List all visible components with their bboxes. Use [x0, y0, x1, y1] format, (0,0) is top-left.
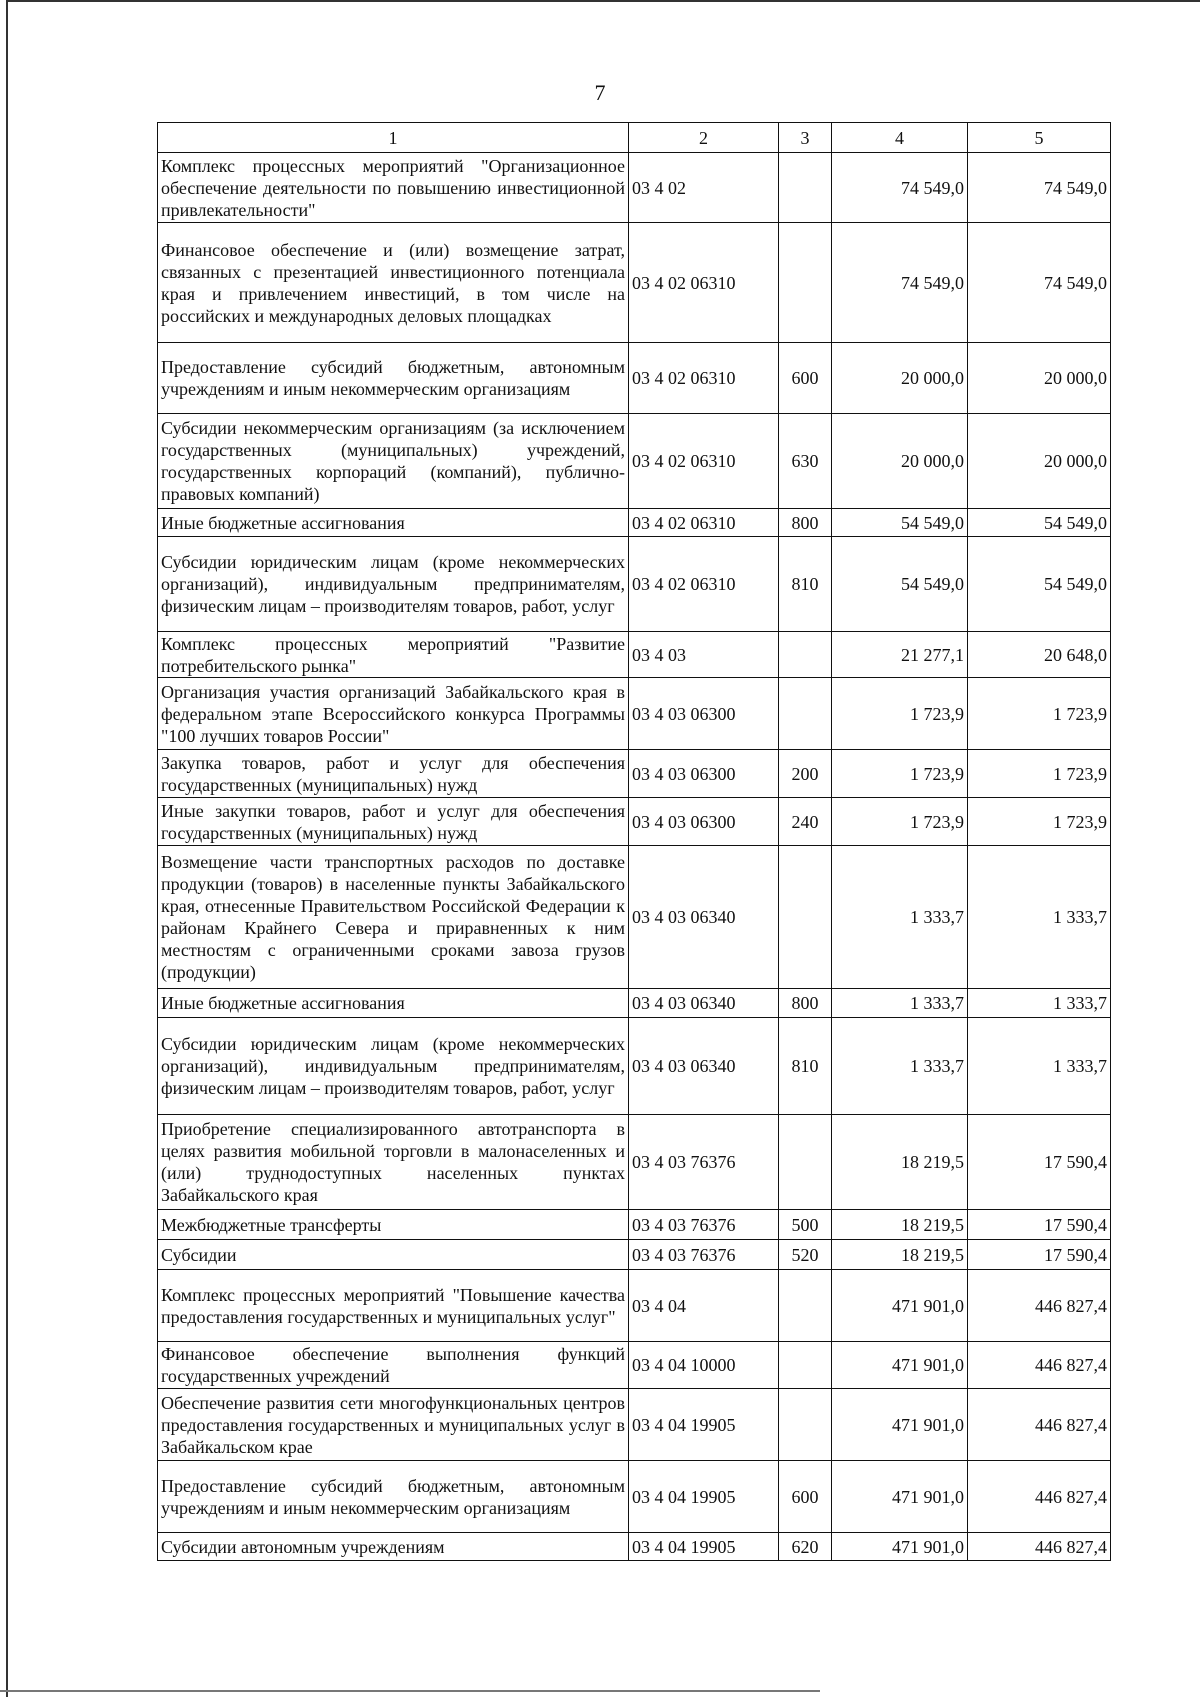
page-edge-left: [6, 0, 8, 1697]
row-amount-year2-cell: 20 000,0: [968, 343, 1111, 414]
budget-table: [157, 122, 1111, 1561]
row-expense-type-cell: 240: [779, 798, 832, 846]
table-row: [158, 1210, 1111, 1240]
row-name-cell: Организация участия организаций Забайкальского края в федеральном этапе Всероссийского конкурса Программы "100 лучших товаров России": [158, 678, 629, 750]
table-row: [158, 414, 1111, 509]
row-name-cell: Комплекс процессных мероприятий "Развитие потребительского рынка": [158, 632, 629, 678]
row-code-cell: 03 4 03 06340: [629, 1018, 779, 1115]
row-amount-year1-cell: 54 549,0: [832, 509, 968, 537]
table-row: [158, 1533, 1111, 1561]
row-amount-year2-cell: 446 827,4: [968, 1389, 1111, 1461]
row-name-cell: Иные бюджетные ассигнования: [158, 989, 629, 1018]
table-row: [158, 1018, 1111, 1115]
row-expense-type-cell: 600: [779, 343, 832, 414]
header-col-2: 2: [629, 123, 779, 153]
table-row: [158, 1270, 1111, 1342]
row-name-cell: Закупка товаров, работ и услуг для обеспечения государственных (муниципальных) нужд: [158, 750, 629, 798]
row-code-cell: 03 4 02 06310: [629, 414, 779, 509]
row-expense-type-cell: [779, 1270, 832, 1342]
row-amount-year1-cell: 18 219,5: [832, 1240, 968, 1270]
row-amount-year2-cell: 54 549,0: [968, 537, 1111, 632]
row-amount-year1-cell: 54 549,0: [832, 537, 968, 632]
header-col-4: 4: [832, 123, 968, 153]
row-amount-year1-cell: 18 219,5: [832, 1115, 968, 1210]
row-code-cell: 03 4 04 19905: [629, 1533, 779, 1561]
row-code-cell: 03 4 03 06340: [629, 989, 779, 1018]
row-expense-type-cell: [779, 1389, 832, 1461]
table-row: [158, 798, 1111, 846]
row-code-cell: 03 4 03 06300: [629, 678, 779, 750]
row-name-cell: Иные бюджетные ассигнования: [158, 509, 629, 537]
row-name-cell: Возмещение части транспортных расходов по доставке продукции (товаров) в населенные пункты Забайкальского края, отнесенные Правительством Российской Федерации к районам Крайнего Севера и приравненных к ним местностям с ограниченными сроками завоза грузов (продукции): [158, 846, 629, 989]
row-code-cell: 03 4 04 10000: [629, 1342, 779, 1389]
row-amount-year1-cell: 74 549,0: [832, 153, 968, 223]
row-amount-year1-cell: 1 333,7: [832, 846, 968, 989]
header-col-3: 3: [779, 123, 832, 153]
row-name-cell: Финансовое обеспечение выполнения функций государственных учреждений: [158, 1342, 629, 1389]
table-row: [158, 632, 1111, 678]
row-amount-year1-cell: 471 901,0: [832, 1533, 968, 1561]
row-expense-type-cell: 630: [779, 414, 832, 509]
row-expense-type-cell: 810: [779, 1018, 832, 1115]
row-code-cell: 03 4 03 76376: [629, 1240, 779, 1270]
table-row: [158, 1240, 1111, 1270]
row-expense-type-cell: [779, 1115, 832, 1210]
row-expense-type-cell: 810: [779, 537, 832, 632]
row-amount-year2-cell: 20 648,0: [968, 632, 1111, 678]
row-expense-type-cell: 520: [779, 1240, 832, 1270]
table-row: [158, 223, 1111, 343]
row-code-cell: 03 4 03 06300: [629, 798, 779, 846]
page-number: 7: [594, 80, 606, 105]
row-amount-year2-cell: 74 549,0: [968, 153, 1111, 223]
table-row: [158, 1115, 1111, 1210]
row-amount-year2-cell: 446 827,4: [968, 1461, 1111, 1533]
row-code-cell: 03 4 04 19905: [629, 1389, 779, 1461]
table-row: [158, 1389, 1111, 1461]
row-amount-year1-cell: 1 723,9: [832, 678, 968, 750]
row-name-cell: Предоставление субсидий бюджетным, автономным учреждениям и иным некоммерческим организациям: [158, 1461, 629, 1533]
row-amount-year2-cell: 446 827,4: [968, 1270, 1111, 1342]
row-amount-year2-cell: 1 333,7: [968, 846, 1111, 989]
row-amount-year1-cell: 20 000,0: [832, 414, 968, 509]
table-row: [158, 1461, 1111, 1533]
table-row: [158, 750, 1111, 798]
row-name-cell: Субсидии некоммерческим организациям (за исключением государственных (муниципальных) учреждений, государственных корпораций (компаний), публично-правовых компаний): [158, 414, 629, 509]
row-amount-year2-cell: 17 590,4: [968, 1240, 1111, 1270]
table-row: [158, 537, 1111, 632]
row-code-cell: 03 4 04: [629, 1270, 779, 1342]
row-name-cell: Финансовое обеспечение и (или) возмещение затрат, связанных с презентацией инвестиционного потенциала края и привлечением инвестиций, в том числе на российских и международных деловых площадках: [158, 223, 629, 343]
row-amount-year2-cell: 446 827,4: [968, 1533, 1111, 1561]
row-amount-year1-cell: 1 723,9: [832, 750, 968, 798]
row-expense-type-cell: [779, 632, 832, 678]
row-name-cell: Иные закупки товаров, работ и услуг для обеспечения государственных (муниципальных) нужд: [158, 798, 629, 846]
table-body: [158, 153, 1111, 1561]
row-expense-type-cell: 500: [779, 1210, 832, 1240]
row-expense-type-cell: [779, 678, 832, 750]
row-expense-type-cell: [779, 153, 832, 223]
table-header-row: [158, 123, 1111, 153]
row-code-cell: 03 4 02: [629, 153, 779, 223]
row-amount-year1-cell: 1 333,7: [832, 1018, 968, 1115]
row-code-cell: 03 4 03 76376: [629, 1210, 779, 1240]
row-expense-type-cell: 600: [779, 1461, 832, 1533]
row-amount-year1-cell: 471 901,0: [832, 1270, 968, 1342]
row-amount-year2-cell: 17 590,4: [968, 1210, 1111, 1240]
row-code-cell: 03 4 03: [629, 632, 779, 678]
row-amount-year1-cell: 1 723,9: [832, 798, 968, 846]
row-name-cell: Субсидии юридическим лицам (кроме некоммерческих организаций), индивидуальным предпринимателям, физическим лицам – производителям товаров, работ, услуг: [158, 537, 629, 632]
row-amount-year2-cell: 74 549,0: [968, 223, 1111, 343]
row-code-cell: 03 4 03 06340: [629, 846, 779, 989]
row-expense-type-cell: 800: [779, 989, 832, 1018]
row-amount-year1-cell: 1 333,7: [832, 989, 968, 1018]
table-row: [158, 1342, 1111, 1389]
row-amount-year2-cell: 1 723,9: [968, 798, 1111, 846]
row-amount-year1-cell: 74 549,0: [832, 223, 968, 343]
header-col-1: 1: [158, 123, 629, 153]
row-name-cell: Предоставление субсидий бюджетным, автономным учреждениям и иным некоммерческим организациям: [158, 343, 629, 414]
row-amount-year1-cell: 20 000,0: [832, 343, 968, 414]
row-code-cell: 03 4 02 06310: [629, 509, 779, 537]
row-amount-year2-cell: 1 723,9: [968, 750, 1111, 798]
row-amount-year2-cell: 20 000,0: [968, 414, 1111, 509]
row-name-cell: Субсидии автономным учреждениям: [158, 1533, 629, 1561]
row-name-cell: Межбюджетные трансферты: [158, 1210, 629, 1240]
table-row: [158, 509, 1111, 537]
row-amount-year2-cell: 1 723,9: [968, 678, 1111, 750]
row-expense-type-cell: 620: [779, 1533, 832, 1561]
row-amount-year1-cell: 471 901,0: [832, 1342, 968, 1389]
page-edge-top: [6, 0, 1200, 2]
row-amount-year1-cell: 471 901,0: [832, 1389, 968, 1461]
row-amount-year2-cell: 54 549,0: [968, 509, 1111, 537]
row-expense-type-cell: [779, 223, 832, 343]
row-expense-type-cell: 200: [779, 750, 832, 798]
row-amount-year1-cell: 18 219,5: [832, 1210, 968, 1240]
row-amount-year1-cell: 471 901,0: [832, 1461, 968, 1533]
row-name-cell: Субсидии: [158, 1240, 629, 1270]
row-code-cell: 03 4 02 06310: [629, 343, 779, 414]
row-name-cell: Субсидии юридическим лицам (кроме некоммерческих организаций), индивидуальным предпринимателям, физическим лицам – производителям товаров, работ, услуг: [158, 1018, 629, 1115]
table-row: [158, 989, 1111, 1018]
row-code-cell: 03 4 02 06310: [629, 537, 779, 632]
row-expense-type-cell: [779, 1342, 832, 1389]
row-amount-year2-cell: 446 827,4: [968, 1342, 1111, 1389]
row-name-cell: Приобретение специализированного автотранспорта в целях развития мобильной торговли в малонаселенных и (или) труднодоступных населенных пунктах Забайкальского края: [158, 1115, 629, 1210]
header-col-5: 5: [968, 123, 1111, 153]
row-name-cell: Комплекс процессных мероприятий "Повышение качества предоставления государственных и муниципальных услуг": [158, 1270, 629, 1342]
row-code-cell: 03 4 03 76376: [629, 1115, 779, 1210]
row-name-cell: Комплекс процессных мероприятий "Организационное обеспечение деятельности по повышению инвестиционной привлекательности": [158, 153, 629, 223]
row-expense-type-cell: [779, 846, 832, 989]
row-amount-year2-cell: 1 333,7: [968, 989, 1111, 1018]
row-code-cell: 03 4 03 06300: [629, 750, 779, 798]
row-expense-type-cell: 800: [779, 509, 832, 537]
table-row: [158, 846, 1111, 989]
table-row: [158, 678, 1111, 750]
row-amount-year2-cell: 1 333,7: [968, 1018, 1111, 1115]
row-code-cell: 03 4 04 19905: [629, 1461, 779, 1533]
table-row: [158, 153, 1111, 223]
page-edge-bottom: [0, 1690, 820, 1692]
table-row: [158, 343, 1111, 414]
row-code-cell: 03 4 02 06310: [629, 223, 779, 343]
row-amount-year2-cell: 17 590,4: [968, 1115, 1111, 1210]
row-name-cell: Обеспечение развития сети многофункциональных центров предоставления государственных и муниципальных услуг в Забайкальском крае: [158, 1389, 629, 1461]
row-amount-year1-cell: 21 277,1: [832, 632, 968, 678]
